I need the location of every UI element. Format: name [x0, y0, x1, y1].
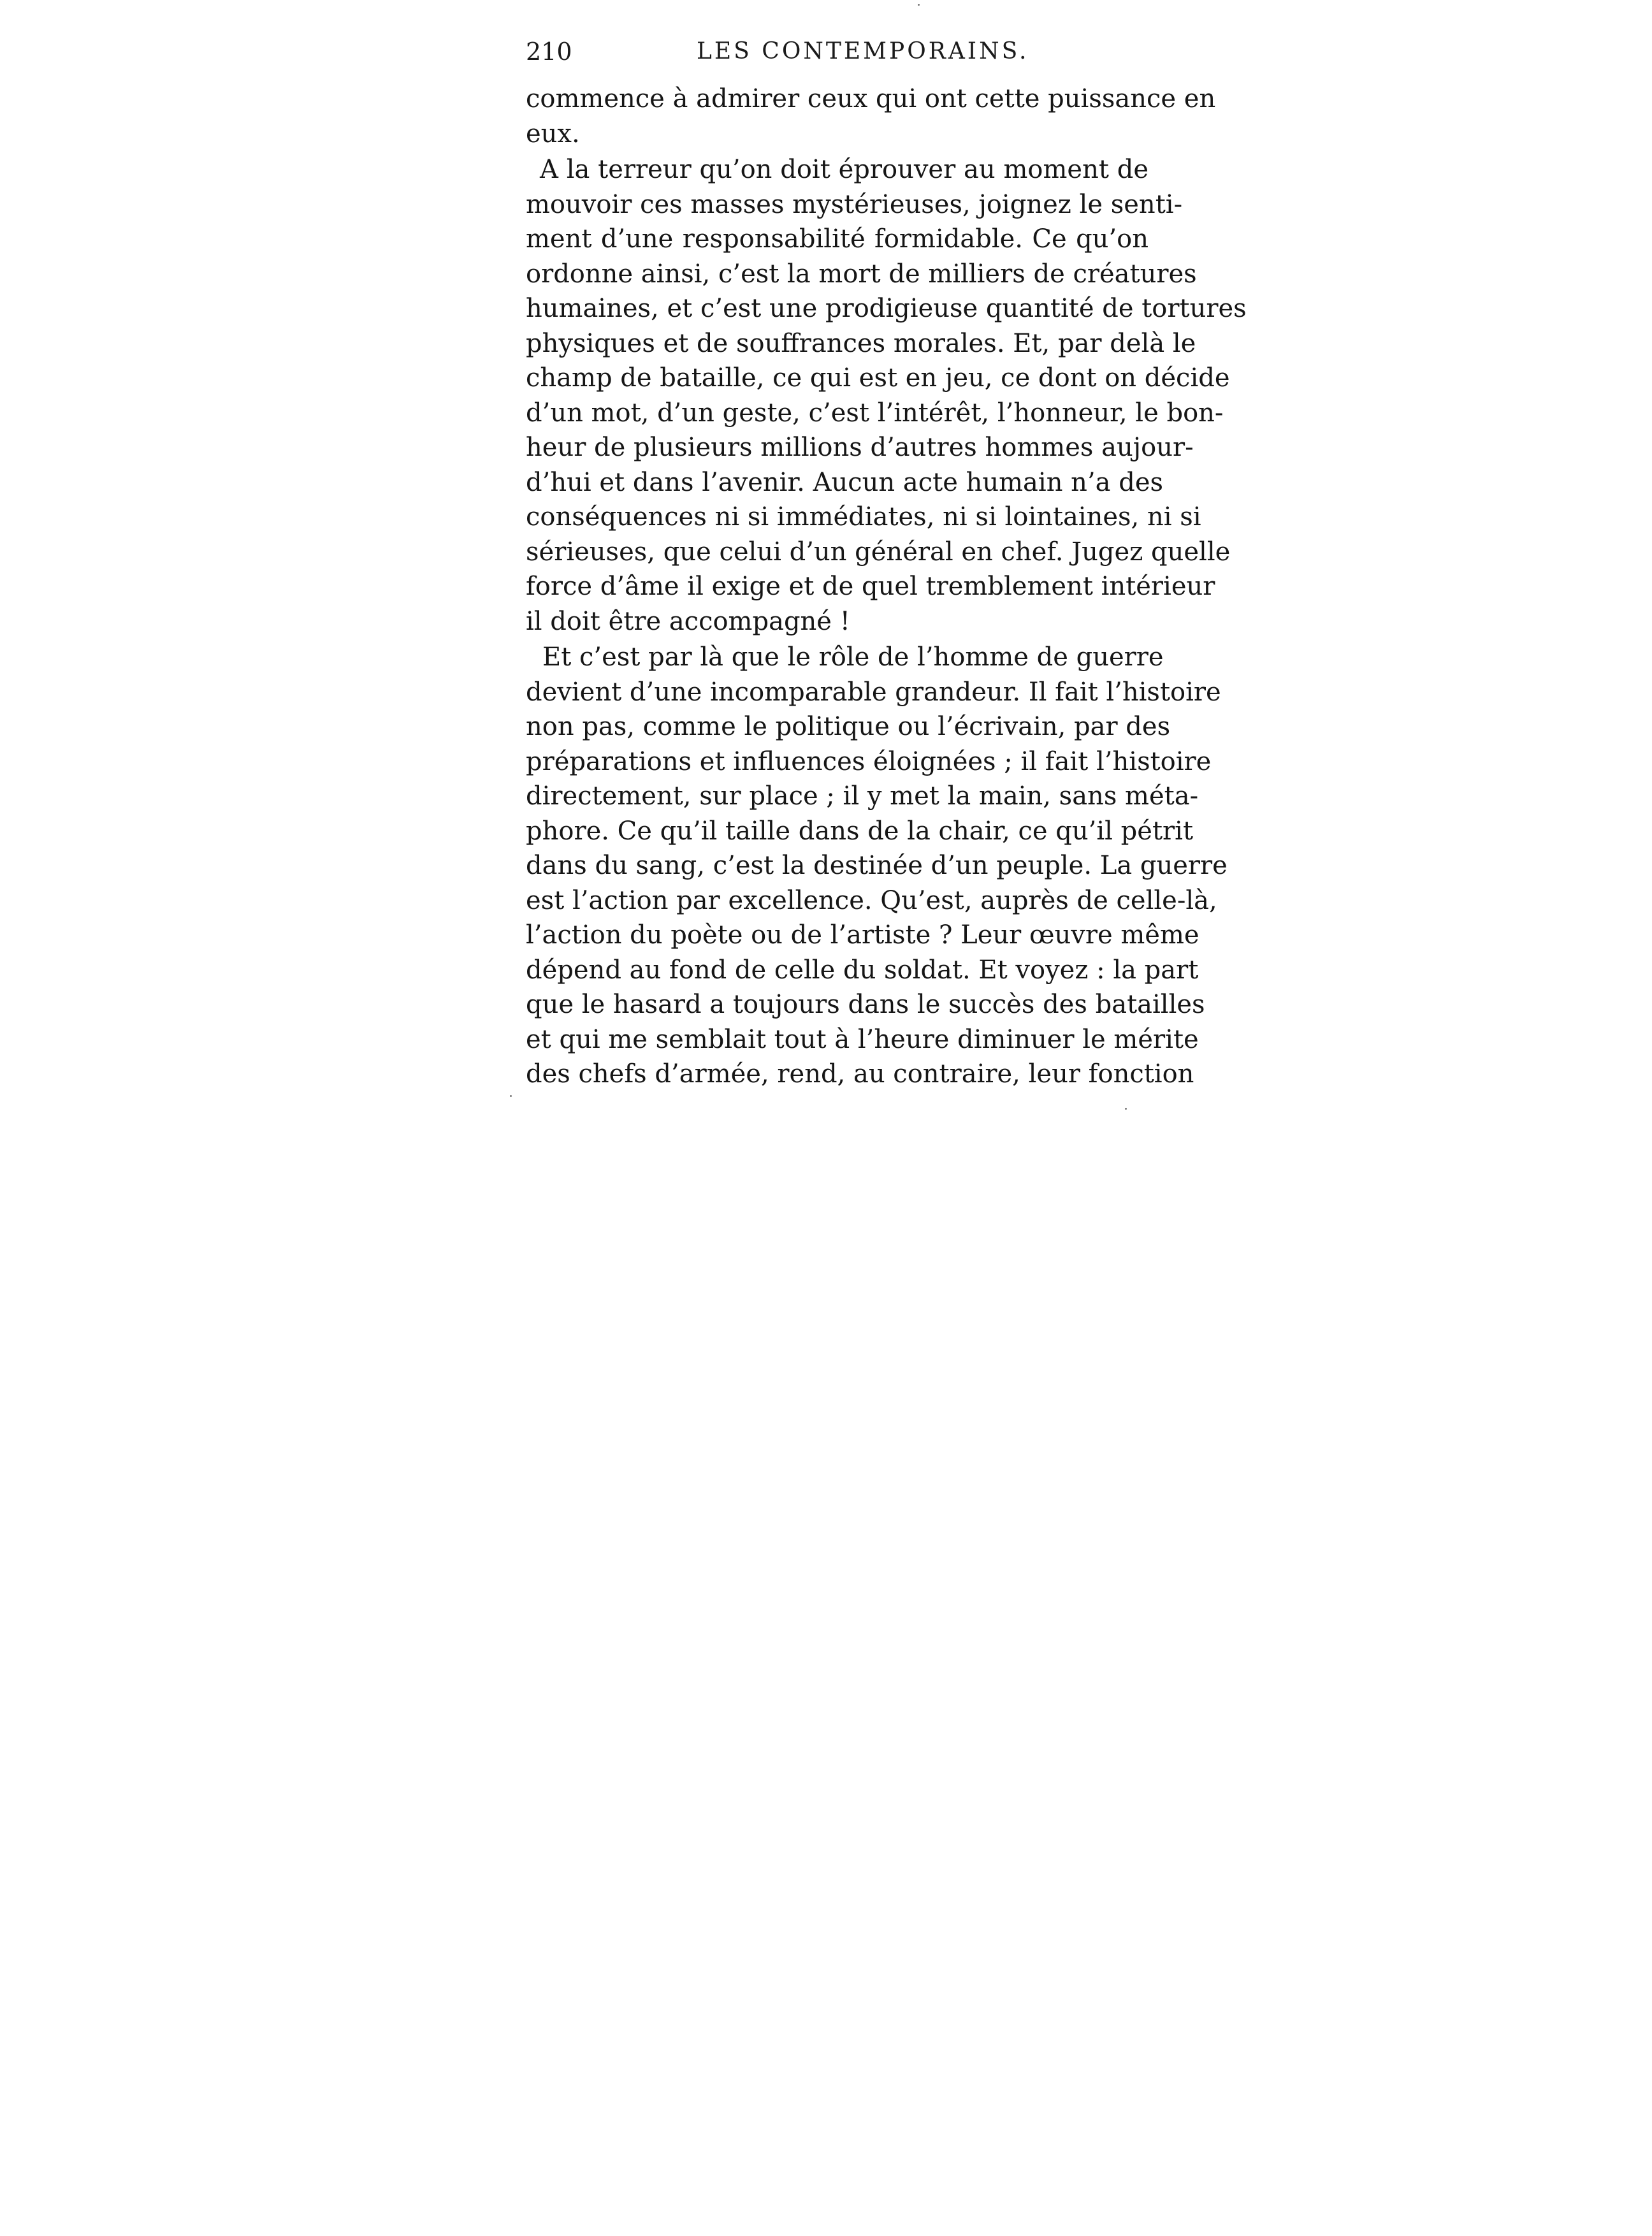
text-line: devient d’une incomparable grandeur. Il fait l’histoire [526, 677, 1221, 707]
text-line: est l’action par excellence. Qu’est, auprès de celle-là, [526, 885, 1217, 915]
running-head: LES CONTEMPORAINS. [697, 38, 1029, 64]
text-line: non pas, comme le politique ou l’écrivain, par des [526, 712, 1171, 741]
text-line: directement, sur place ; il y met la main, sans méta- [526, 781, 1199, 811]
scan-speck [510, 1095, 512, 1097]
text-line: l’action du poète ou de l’artiste ? Leur œuvre même [526, 920, 1199, 950]
body-text [526, 82, 1247, 1092]
text-line: des chefs d’armée, rend, au contraire, leur fonction [526, 1059, 1194, 1089]
text-line: il doit être accompagné ! [526, 606, 850, 636]
text-line: conséquences ni si immédiates, ni si lointaines, ni si [526, 502, 1201, 532]
text-line: mouvoir ces masses mystérieuses, joignez le senti- [526, 189, 1183, 219]
text-line: dépend au fond de celle du soldat. Et voyez : la part [526, 955, 1199, 985]
text-line: eux. [526, 119, 580, 149]
text-line: force d’âme il exige et de quel tremblement intérieur [526, 572, 1215, 601]
text-line: phore. Ce qu’il taille dans de la chair, ce qu’il pétrit [526, 816, 1194, 846]
page-header [526, 36, 1148, 74]
text-line: sérieuses, que celui d’un général en chef. Jugez quelle [526, 537, 1231, 567]
text-line: que le hasard a toujours dans le succès des batailles [526, 990, 1205, 1019]
text-line: dans du sang, c’est la destinée d’un peuple. La guerre [526, 851, 1228, 880]
text-line: heur de plusieurs millions d’autres hommes aujour- [526, 433, 1194, 462]
text-line: humaines, et c’est une prodigieuse quantité de tortures [526, 294, 1247, 323]
page-number: 210 [526, 38, 572, 66]
text-line: et qui me semblait tout à l’heure diminuer le mérite [526, 1024, 1199, 1054]
text-line: préparations et influences éloignées ; il fait l’histoire [526, 746, 1212, 776]
text-line: champ de bataille, ce qui est en jeu, ce dont on décide [526, 363, 1230, 393]
text-line: ordonne ainsi, c’est la mort de milliers de créatures [526, 259, 1197, 289]
text-line: d’un mot, d’un geste, c’est l’intérêt, l’honneur, le bon- [526, 398, 1224, 428]
text-line: Et c’est par là que le rôle de l’homme de guerre [542, 642, 1164, 672]
text-line: d’hui et dans l’avenir. Aucun acte humain n’a des [526, 467, 1164, 497]
scan-speck [918, 4, 920, 6]
text-line: physiques et de souffrances morales. Et, par delà le [526, 328, 1196, 358]
scan-speck [1125, 1108, 1127, 1110]
text-line: ment d’une responsabilité formidable. Ce qu’on [526, 224, 1148, 254]
text-line: commence à admirer ceux qui ont cette puissance en [526, 84, 1216, 113]
text-line: A la terreur qu’on doit éprouver au moment de [540, 155, 1148, 184]
